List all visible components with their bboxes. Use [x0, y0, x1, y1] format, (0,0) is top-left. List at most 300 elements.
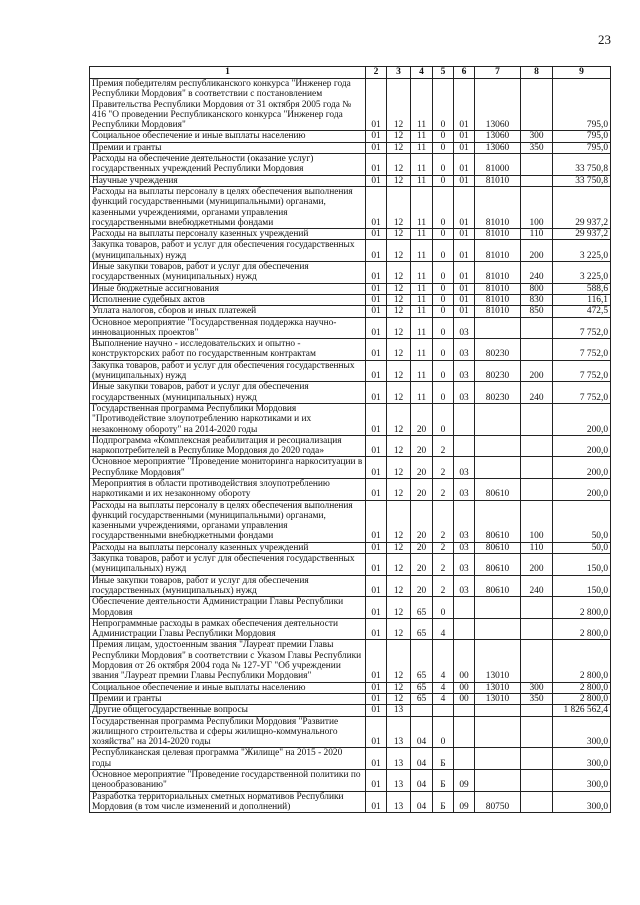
code-col-4-cell: 20: [411, 554, 433, 576]
table-row: [90, 382, 611, 404]
item-name-cell: Премия лицам, удостоенным звания "Лауреат премии Главы Республики Мордовия" в соответствии с Указом Главы Республики Мордовия от 26 октября 2004 года № 127-УГ "Об учреждении звания "Лауреат премии Главы Республики Мордовия": [90, 640, 366, 682]
code-col-7-cell: 80230: [475, 382, 521, 404]
table-row: [90, 317, 611, 339]
code-col-8-cell: 240: [521, 262, 553, 284]
amount-cell: 2 800,0: [553, 640, 611, 682]
code-col-4-cell: 11: [411, 186, 433, 228]
code-col-7-cell: 13010: [475, 640, 521, 682]
table-row: [90, 240, 611, 262]
code-col-3-cell: 13: [387, 770, 411, 792]
amount-cell: 300,0: [553, 770, 611, 792]
code-col-5-cell: 0: [433, 154, 454, 176]
code-col-3-cell: 12: [387, 317, 411, 339]
item-name-cell: Выполнение научно - исследовательских и опытно - конструкторских работ по государственным контрактам: [90, 339, 366, 361]
code-col-7-cell: 80610: [475, 554, 521, 576]
code-col-7-cell: [475, 457, 521, 479]
code-col-2-cell: 01: [366, 283, 387, 294]
code-col-3-cell: 12: [387, 306, 411, 317]
code-col-8-cell: 300: [521, 682, 553, 693]
code-col-2-cell: 01: [366, 131, 387, 142]
header-cell: 8: [521, 67, 553, 79]
code-col-2-cell: 01: [366, 542, 387, 553]
code-col-4-cell: 20: [411, 500, 433, 542]
item-name-cell: Социальное обеспечение и иные выплаты населению: [90, 131, 366, 142]
code-col-2-cell: 01: [366, 554, 387, 576]
code-col-8-cell: 240: [521, 382, 553, 404]
code-col-7-cell: 81010: [475, 175, 521, 186]
code-col-8-cell: [521, 457, 553, 479]
amount-cell: 200,0: [553, 478, 611, 500]
code-col-6-cell: 09: [454, 770, 475, 792]
item-name-cell: Премии и гранты: [90, 693, 366, 704]
amount-cell: 2 800,0: [553, 682, 611, 693]
table-row: [90, 575, 611, 597]
code-col-6-cell: 03: [454, 382, 475, 404]
item-name-cell: Закупка товаров, работ и услуг для обеспечения государственных (муниципальных) нужд: [90, 240, 366, 262]
code-col-2-cell: 01: [366, 262, 387, 284]
amount-cell: 150,0: [553, 575, 611, 597]
code-col-8-cell: [521, 403, 553, 435]
code-col-3-cell: 12: [387, 79, 411, 131]
table-row: [90, 306, 611, 317]
code-col-4-cell: 11: [411, 283, 433, 294]
code-col-3-cell: 12: [387, 360, 411, 382]
code-col-7-cell: 80610: [475, 478, 521, 500]
amount-cell: 3 225,0: [553, 240, 611, 262]
code-col-2-cell: 01: [366, 79, 387, 131]
item-name-cell: Подпрограмма «Комплексная реабилитация и ресоциализация наркопотребителей в Республике Мордовия до 2020 года»: [90, 435, 366, 457]
code-col-7-cell: 81010: [475, 240, 521, 262]
code-col-5-cell: Б: [433, 791, 454, 813]
table-row: [90, 597, 611, 619]
code-col-5-cell: 0: [433, 186, 454, 228]
code-col-2-cell: 01: [366, 294, 387, 305]
item-name-cell: Расходы на выплаты персоналу в целях обеспечения выполнения функций государственными (муниципальными) органами, казенными учреждениями, органами управления государственными внебюджетными фондами: [90, 500, 366, 542]
code-col-4-cell: 20: [411, 575, 433, 597]
table-row: [90, 403, 611, 435]
amount-cell: 29 937,2: [553, 229, 611, 240]
code-col-6-cell: 01: [454, 175, 475, 186]
code-col-3-cell: 12: [387, 283, 411, 294]
code-col-3-cell: 12: [387, 500, 411, 542]
code-col-3-cell: 12: [387, 542, 411, 553]
code-col-6-cell: 03: [454, 500, 475, 542]
item-name-cell: Другие общегосударственные вопросы: [90, 705, 366, 716]
code-col-7-cell: 81000: [475, 154, 521, 176]
code-col-2-cell: 01: [366, 229, 387, 240]
code-col-5-cell: 2: [433, 435, 454, 457]
header-cell: 9: [553, 67, 611, 79]
item-name-cell: Иные закупки товаров, работ и услуг для обеспечения государственных (муниципальных) нужд: [90, 382, 366, 404]
item-name-cell: Расходы на обеспечение деятельности (оказание услуг) государственных учреждений Республики Мордовия: [90, 154, 366, 176]
table-row: [90, 339, 611, 361]
amount-cell: 50,0: [553, 542, 611, 553]
code-col-7-cell: 80750: [475, 791, 521, 813]
code-col-3-cell: 12: [387, 240, 411, 262]
code-col-8-cell: [521, 748, 553, 770]
code-col-2-cell: 01: [366, 791, 387, 813]
table-row: [90, 457, 611, 479]
item-name-cell: Исполнение судебных актов: [90, 294, 366, 305]
amount-cell: 795,0: [553, 79, 611, 131]
table-row: [90, 500, 611, 542]
code-col-8-cell: 800: [521, 283, 553, 294]
amount-cell: 33 750,8: [553, 154, 611, 176]
code-col-4-cell: 11: [411, 360, 433, 382]
amount-cell: 3 225,0: [553, 262, 611, 284]
code-col-4-cell: 65: [411, 693, 433, 704]
code-col-7-cell: [475, 403, 521, 435]
amount-cell: 7 752,0: [553, 382, 611, 404]
code-col-6-cell: 01: [454, 240, 475, 262]
amount-cell: 472,5: [553, 306, 611, 317]
code-col-2-cell: 01: [366, 186, 387, 228]
code-col-7-cell: 13060: [475, 131, 521, 142]
code-col-3-cell: 12: [387, 597, 411, 619]
code-col-7-cell: 80610: [475, 500, 521, 542]
code-col-6-cell: 03: [454, 554, 475, 576]
code-col-5-cell: 4: [433, 693, 454, 704]
code-col-2-cell: 01: [366, 770, 387, 792]
code-col-7-cell: 13010: [475, 693, 521, 704]
item-name-cell: Расходы на выплаты персоналу казенных учреждений: [90, 229, 366, 240]
code-col-7-cell: 81010: [475, 306, 521, 317]
code-col-2-cell: 01: [366, 360, 387, 382]
code-col-4-cell: 11: [411, 240, 433, 262]
table-row: [90, 294, 611, 305]
amount-cell: 29 937,2: [553, 186, 611, 228]
item-name-cell: Иные закупки товаров, работ и услуг для обеспечения государственных (муниципальных) нужд: [90, 575, 366, 597]
code-col-4-cell: 20: [411, 403, 433, 435]
code-col-2-cell: 01: [366, 575, 387, 597]
header-cell: 5: [433, 67, 454, 79]
code-col-6-cell: 01: [454, 294, 475, 305]
table-row: [90, 283, 611, 294]
code-col-7-cell: 81010: [475, 186, 521, 228]
code-col-4-cell: 20: [411, 457, 433, 479]
table-row: [90, 770, 611, 792]
code-col-6-cell: 00: [454, 682, 475, 693]
code-col-8-cell: 110: [521, 229, 553, 240]
item-name-cell: Основное мероприятие "Проведение мониторинга наркоситуации в Республике Мордовия": [90, 457, 366, 479]
code-col-4-cell: 20: [411, 478, 433, 500]
code-col-5-cell: 0: [433, 175, 454, 186]
code-col-7-cell: 81010: [475, 229, 521, 240]
code-col-4-cell: [411, 705, 433, 716]
code-col-2-cell: 01: [366, 457, 387, 479]
code-col-6-cell: 01: [454, 262, 475, 284]
code-col-7-cell: 81010: [475, 262, 521, 284]
code-col-5-cell: 0: [433, 339, 454, 361]
amount-cell: 116,1: [553, 294, 611, 305]
code-col-6-cell: [454, 435, 475, 457]
code-col-2-cell: 01: [366, 240, 387, 262]
code-col-2-cell: 01: [366, 175, 387, 186]
code-col-2-cell: 01: [366, 640, 387, 682]
table-row: [90, 716, 611, 748]
code-col-5-cell: 0: [433, 360, 454, 382]
code-col-8-cell: 850: [521, 306, 553, 317]
table-row: [90, 154, 611, 176]
table-row: [90, 478, 611, 500]
code-col-4-cell: 65: [411, 618, 433, 640]
code-col-6-cell: 03: [454, 360, 475, 382]
header-cell: 3: [387, 67, 411, 79]
code-col-5-cell: 4: [433, 682, 454, 693]
code-col-4-cell: 11: [411, 142, 433, 153]
code-col-4-cell: 04: [411, 791, 433, 813]
code-col-5-cell: 0: [433, 283, 454, 294]
amount-cell: 300,0: [553, 791, 611, 813]
code-col-6-cell: 00: [454, 640, 475, 682]
code-col-4-cell: 11: [411, 131, 433, 142]
code-col-5-cell: 0: [433, 79, 454, 131]
item-name-cell: Разработка территориальных сметных нормативов Республики Мордовия (в том числе изменений и дополнений): [90, 791, 366, 813]
code-col-4-cell: 11: [411, 175, 433, 186]
code-col-6-cell: 01: [454, 229, 475, 240]
code-col-6-cell: 03: [454, 317, 475, 339]
item-name-cell: Иные закупки товаров, работ и услуг для обеспечения государственных (муниципальных) нужд: [90, 262, 366, 284]
header-cell: 6: [454, 67, 475, 79]
table-row: [90, 262, 611, 284]
code-col-3-cell: 12: [387, 294, 411, 305]
code-col-8-cell: 200: [521, 240, 553, 262]
code-col-6-cell: 01: [454, 186, 475, 228]
table-row: [90, 554, 611, 576]
code-col-6-cell: 01: [454, 142, 475, 153]
code-col-4-cell: 20: [411, 435, 433, 457]
code-col-8-cell: 350: [521, 693, 553, 704]
item-name-cell: Закупка товаров, работ и услуг для обеспечения государственных (муниципальных) нужд: [90, 360, 366, 382]
code-col-8-cell: [521, 317, 553, 339]
item-name-cell: Расходы на выплаты персоналу казенных учреждений: [90, 542, 366, 553]
table-row: [90, 175, 611, 186]
table-row: [90, 79, 611, 131]
code-col-7-cell: 80610: [475, 542, 521, 553]
code-col-8-cell: [521, 597, 553, 619]
amount-cell: 2 800,0: [553, 693, 611, 704]
code-col-6-cell: 03: [454, 575, 475, 597]
code-col-5-cell: 2: [433, 500, 454, 542]
code-col-6-cell: 03: [454, 478, 475, 500]
code-col-5-cell: 0: [433, 294, 454, 305]
code-col-3-cell: 12: [387, 618, 411, 640]
code-col-2-cell: 01: [366, 618, 387, 640]
code-col-3-cell: 12: [387, 457, 411, 479]
amount-cell: 300,0: [553, 748, 611, 770]
code-col-7-cell: 13010: [475, 682, 521, 693]
code-col-3-cell: 13: [387, 791, 411, 813]
code-col-3-cell: 12: [387, 682, 411, 693]
item-name-cell: Основное мероприятие "Государственная поддержка научно-инновационных проектов": [90, 317, 366, 339]
code-col-5-cell: 4: [433, 640, 454, 682]
code-col-2-cell: 01: [366, 435, 387, 457]
code-col-3-cell: 12: [387, 131, 411, 142]
header-cell: 2: [366, 67, 387, 79]
item-name-cell: Премии и гранты: [90, 142, 366, 153]
amount-cell: 2 800,0: [553, 597, 611, 619]
code-col-5-cell: 4: [433, 618, 454, 640]
code-col-6-cell: [454, 705, 475, 716]
code-col-5-cell: 0: [433, 262, 454, 284]
item-name-cell: Премия победителям республиканского конкурса "Инженер года Республики Мордовия" в соответствии с постановлением Правительства Республики Мордовия от 31 октября 2005 года № 416 "О проведении Республиканского конкурса "Инженер года Республики Мордовия": [90, 79, 366, 131]
code-col-5-cell: 0: [433, 131, 454, 142]
code-col-2-cell: 01: [366, 748, 387, 770]
code-col-5-cell: Б: [433, 748, 454, 770]
table-row: [90, 131, 611, 142]
item-name-cell: Государственная программа Республики Мордовия "Противодействие злоупотреблению наркотиками и их незаконному обороту" на 2014-2020 годы: [90, 403, 366, 435]
amount-cell: 33 750,8: [553, 175, 611, 186]
amount-cell: 795,0: [553, 142, 611, 153]
header-row: [90, 67, 611, 79]
code-col-4-cell: 65: [411, 597, 433, 619]
code-col-7-cell: [475, 317, 521, 339]
code-col-6-cell: [454, 716, 475, 748]
code-col-7-cell: 13060: [475, 142, 521, 153]
code-col-8-cell: [521, 705, 553, 716]
code-col-6-cell: 01: [454, 306, 475, 317]
table-row: [90, 705, 611, 716]
code-col-4-cell: 11: [411, 306, 433, 317]
table-row: [90, 229, 611, 240]
code-col-2-cell: 01: [366, 478, 387, 500]
code-col-3-cell: 12: [387, 554, 411, 576]
code-col-7-cell: [475, 716, 521, 748]
code-col-6-cell: [454, 597, 475, 619]
code-col-6-cell: 01: [454, 154, 475, 176]
code-col-4-cell: 65: [411, 640, 433, 682]
amount-cell: 7 752,0: [553, 360, 611, 382]
code-col-5-cell: 2: [433, 457, 454, 479]
code-col-2-cell: 01: [366, 317, 387, 339]
code-col-8-cell: [521, 339, 553, 361]
code-col-2-cell: 01: [366, 142, 387, 153]
amount-cell: 150,0: [553, 554, 611, 576]
code-col-2-cell: 01: [366, 403, 387, 435]
code-col-2-cell: 01: [366, 693, 387, 704]
table-row: [90, 748, 611, 770]
item-name-cell: Непрограммные расходы в рамках обеспечения деятельности Администрации Главы Республики Мордовия: [90, 618, 366, 640]
code-col-4-cell: 11: [411, 317, 433, 339]
code-col-7-cell: 80230: [475, 339, 521, 361]
item-name-cell: Республиканская целевая программа "Жилище" на 2015 - 2020 годы: [90, 748, 366, 770]
code-col-8-cell: [521, 770, 553, 792]
amount-cell: 588,6: [553, 283, 611, 294]
code-col-8-cell: [521, 716, 553, 748]
code-col-8-cell: [521, 154, 553, 176]
item-name-cell: Социальное обеспечение и иные выплаты населению: [90, 682, 366, 693]
code-col-7-cell: [475, 748, 521, 770]
table-row: [90, 360, 611, 382]
amount-cell: 200,0: [553, 457, 611, 479]
code-col-2-cell: 01: [366, 306, 387, 317]
item-name-cell: Уплата налогов, сборов и иных платежей: [90, 306, 366, 317]
code-col-5-cell: 0: [433, 597, 454, 619]
code-col-4-cell: 11: [411, 339, 433, 361]
code-col-3-cell: 12: [387, 693, 411, 704]
code-col-8-cell: [521, 478, 553, 500]
item-name-cell: Иные бюджетные ассигнования: [90, 283, 366, 294]
amount-cell: 795,0: [553, 131, 611, 142]
code-col-4-cell: 65: [411, 682, 433, 693]
code-col-7-cell: [475, 618, 521, 640]
table-row: [90, 682, 611, 693]
code-col-5-cell: 0: [433, 382, 454, 404]
code-col-8-cell: 100: [521, 500, 553, 542]
amount-cell: 50,0: [553, 500, 611, 542]
code-col-7-cell: 80230: [475, 360, 521, 382]
table-row: [90, 693, 611, 704]
code-col-2-cell: 01: [366, 500, 387, 542]
code-col-7-cell: [475, 770, 521, 792]
code-col-2-cell: 01: [366, 339, 387, 361]
code-col-8-cell: 200: [521, 360, 553, 382]
code-col-2-cell: 01: [366, 682, 387, 693]
amount-cell: 1 826 562,4: [553, 705, 611, 716]
item-name-cell: Закупка товаров, работ и услуг для обеспечения государственных (муниципальных) нужд: [90, 554, 366, 576]
item-name-cell: Государственная программа Республики Мордовия "Развитие жилищного строительства и сферы жилищно-коммунального хозяйства" на 2014-2020 годы: [90, 716, 366, 748]
code-col-5-cell: 0: [433, 306, 454, 317]
code-col-8-cell: [521, 618, 553, 640]
code-col-8-cell: 100: [521, 186, 553, 228]
code-col-8-cell: 240: [521, 575, 553, 597]
code-col-8-cell: 350: [521, 142, 553, 153]
amount-cell: 300,0: [553, 716, 611, 748]
code-col-6-cell: 00: [454, 693, 475, 704]
code-col-6-cell: 03: [454, 339, 475, 361]
code-col-5-cell: 2: [433, 554, 454, 576]
code-col-3-cell: 12: [387, 229, 411, 240]
amount-cell: 7 752,0: [553, 317, 611, 339]
code-col-3-cell: 13: [387, 705, 411, 716]
amount-cell: 200,0: [553, 403, 611, 435]
code-col-4-cell: 11: [411, 79, 433, 131]
code-col-3-cell: 12: [387, 640, 411, 682]
code-col-8-cell: [521, 640, 553, 682]
code-col-8-cell: 200: [521, 554, 553, 576]
item-name-cell: Научные учреждения: [90, 175, 366, 186]
code-col-5-cell: [433, 705, 454, 716]
table-row: [90, 142, 611, 153]
item-name-cell: Мероприятия в области противодействия злоупотреблению наркотиками и их незаконному обороту: [90, 478, 366, 500]
code-col-4-cell: 04: [411, 748, 433, 770]
code-col-2-cell: 01: [366, 716, 387, 748]
code-col-3-cell: 12: [387, 382, 411, 404]
header-cell: 7: [475, 67, 521, 79]
code-col-2-cell: 01: [366, 382, 387, 404]
code-col-3-cell: 12: [387, 435, 411, 457]
code-col-6-cell: 01: [454, 283, 475, 294]
page-number: 23: [598, 32, 611, 47]
code-col-3-cell: 12: [387, 154, 411, 176]
code-col-3-cell: 12: [387, 339, 411, 361]
item-name-cell: Основное мероприятие "Проведение государственной политики по ценообразованию": [90, 770, 366, 792]
table-row: [90, 542, 611, 553]
code-col-4-cell: 11: [411, 294, 433, 305]
code-col-4-cell: 20: [411, 542, 433, 553]
code-col-5-cell: 0: [433, 142, 454, 153]
code-col-7-cell: 81010: [475, 283, 521, 294]
code-col-3-cell: 12: [387, 142, 411, 153]
code-col-3-cell: 13: [387, 716, 411, 748]
code-col-4-cell: 11: [411, 229, 433, 240]
code-col-2-cell: 01: [366, 154, 387, 176]
amount-cell: 7 752,0: [553, 339, 611, 361]
code-col-4-cell: 04: [411, 716, 433, 748]
code-col-8-cell: [521, 79, 553, 131]
table-row: [90, 618, 611, 640]
header-cell: 4: [411, 67, 433, 79]
